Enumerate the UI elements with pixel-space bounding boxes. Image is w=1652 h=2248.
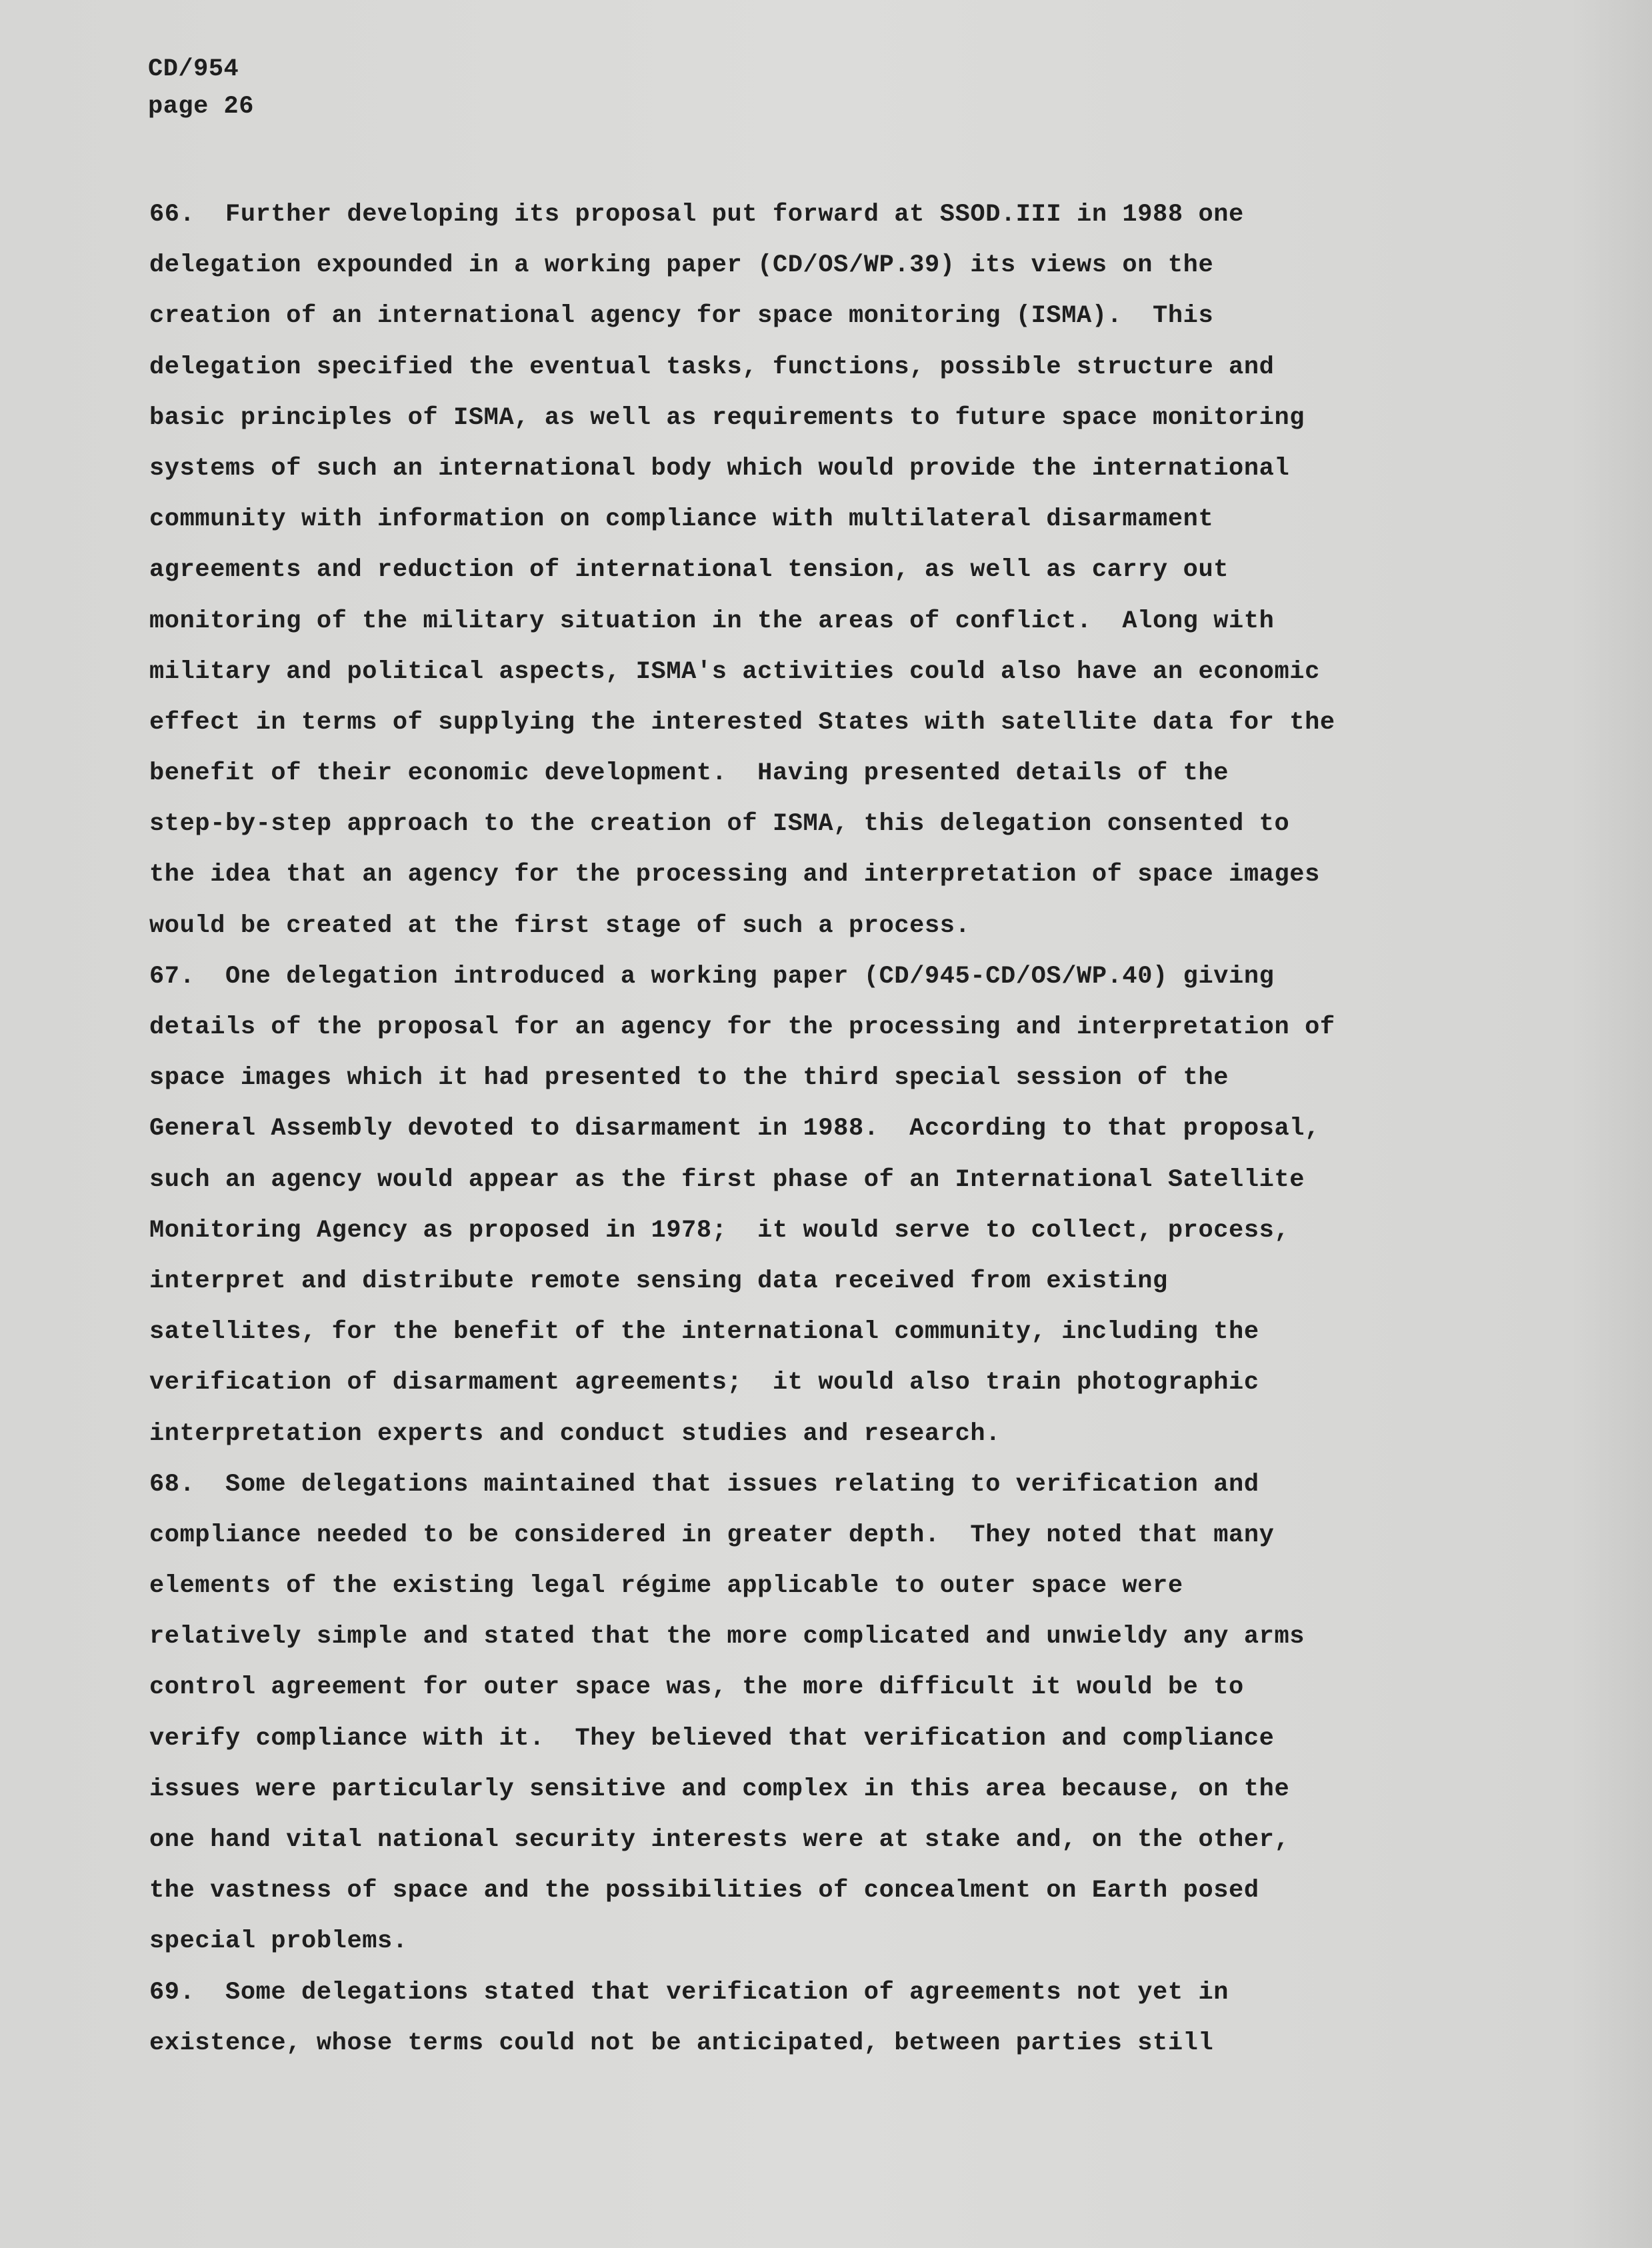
text-line: control agreement for outer space was, the more difficult it would be to xyxy=(149,1673,1244,1702)
text-line: such an agency would appear as the first phase of an International Satellite xyxy=(149,1165,1305,1194)
text-line: elements of the existing legal régime applicable to outer space were xyxy=(149,1572,1183,1601)
document-header xyxy=(148,51,254,125)
text-line: 67. One delegation introduced a working paper (CD/945-CD/OS/WP.40) giving xyxy=(149,962,1275,991)
text-line: compliance needed to be considered in greater depth. They noted that many xyxy=(149,1521,1275,1549)
text-line: General Assembly devoted to disarmament in 1988. According to that proposal, xyxy=(149,1115,1320,1143)
text-line: agreements and reduction of international tension, as well as carry out xyxy=(149,556,1229,585)
text-line: delegation expounded in a working paper (CD/OS/WP.39) its views on the xyxy=(149,251,1214,280)
text-line: benefit of their economic development. Having presented details of the xyxy=(149,759,1229,788)
text-line: space images which it had presented to the third special session of the xyxy=(149,1064,1229,1093)
text-line: verification of disarmament agreements; it would also train photographic xyxy=(149,1369,1259,1397)
text-line: the idea that an agency for the processing and interpretation of space images xyxy=(149,861,1320,889)
text-line: delegation specified the eventual tasks, functions, possible structure and xyxy=(149,353,1275,381)
text-line: satellites, for the benefit of the international community, including the xyxy=(149,1318,1259,1347)
text-line: monitoring of the military situation in the areas of conflict. Along with xyxy=(149,607,1275,635)
text-line: would be created at the first stage of such a process. xyxy=(149,911,971,940)
text-line: step-by-step approach to the creation of ISMA, this delegation consented to xyxy=(149,810,1290,839)
text-line: effect in terms of supplying the interested States with satellite data for the xyxy=(149,708,1335,737)
text-line: community with information on compliance with multilateral disarmament xyxy=(149,505,1214,534)
text-line: military and political aspects, ISMA's activities could also have an economic xyxy=(149,657,1320,686)
text-line: 69. Some delegations stated that verification of agreements not yet in xyxy=(149,1978,1229,2007)
text-line: special problems. xyxy=(149,1927,408,1956)
text-line: creation of an international agency for space monitoring (ISMA). This xyxy=(149,302,1214,331)
page-edge-shadow xyxy=(1572,0,1652,2248)
page-number-label: page 26 xyxy=(148,93,254,121)
text-line: basic principles of ISMA, as well as requirements to future space monitoring xyxy=(149,403,1305,432)
text-line: Monitoring Agency as proposed in 1978; it would serve to collect, process, xyxy=(149,1216,1290,1245)
text-line: one hand vital national security interests were at stake and, on the other, xyxy=(149,1826,1290,1854)
text-line: existence, whose terms could not be anticipated, between parties still xyxy=(149,2029,1214,2057)
text-line: systems of such an international body which would provide the international xyxy=(149,454,1290,483)
document-symbol: CD/954 xyxy=(148,55,239,83)
document-body xyxy=(149,189,1523,2069)
text-line: issues were particularly sensitive and complex in this area because, on the xyxy=(149,1775,1290,1803)
text-line: the vastness of space and the possibilities of concealment on Earth posed xyxy=(149,1877,1259,1905)
text-line: 66. Further developing its proposal put forward at SSOD.III in 1988 one xyxy=(149,201,1244,229)
text-line: interpret and distribute remote sensing data received from existing xyxy=(149,1267,1168,1295)
text-line: details of the proposal for an agency for the processing and interpretation of xyxy=(149,1013,1335,1041)
text-line: 68. Some delegations maintained that issues relating to verification and xyxy=(149,1470,1259,1499)
text-line: relatively simple and stated that the more complicated and unwieldy any arms xyxy=(149,1623,1305,1651)
text-line: verify compliance with it. They believed that verification and compliance xyxy=(149,1724,1275,1753)
text-line: interpretation experts and conduct studies and research. xyxy=(149,1419,1001,1448)
